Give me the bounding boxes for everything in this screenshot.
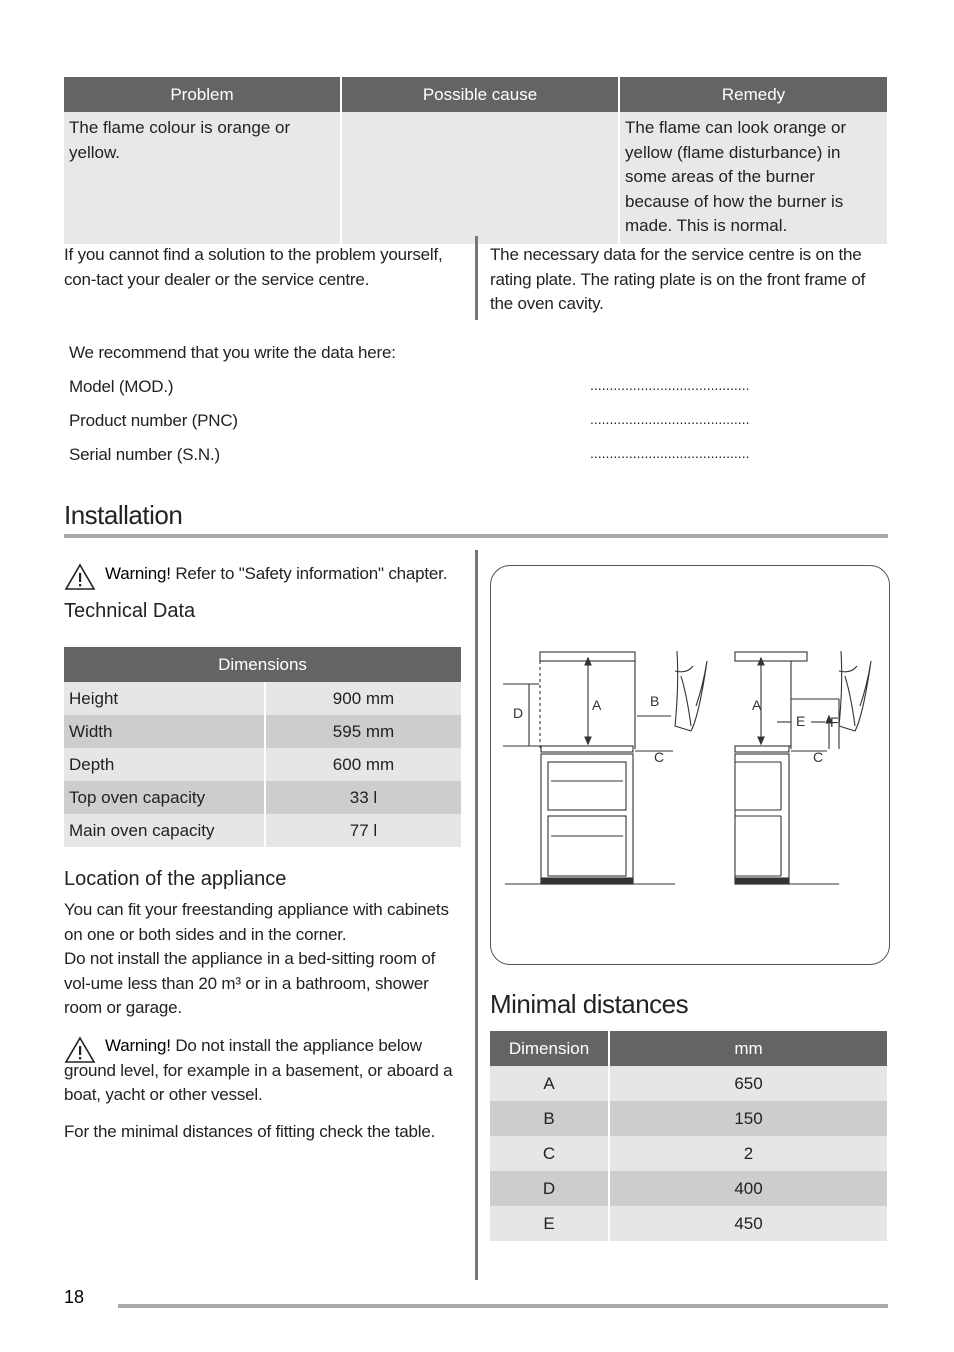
sn-dots: ......................................... (590, 445, 750, 461)
location-title: Location of the appliance (64, 868, 287, 890)
column-divider-main (475, 550, 478, 1280)
diagram-label-a: A (592, 697, 602, 713)
warning-location (64, 1034, 462, 1108)
dim-value: 33 l (265, 781, 461, 814)
remedy-cell: The flame can look orange or yellow (flame disturbance) in some areas of the burner because of how the burner is made. This is normal. (619, 112, 887, 244)
warning-label: Warning! (105, 1036, 171, 1055)
dim-cell: A (490, 1066, 609, 1101)
model-dots: ......................................... (590, 377, 750, 393)
header-dimension: Dimension (490, 1031, 609, 1066)
model-label: Model (MOD.) (69, 377, 174, 396)
dim-cell: B (490, 1101, 609, 1136)
minimal-distances-table (490, 1031, 887, 1241)
warning-label: Warning! (105, 564, 171, 583)
diagram-label-c-right: C (813, 749, 824, 765)
table-row (490, 1136, 887, 1171)
page-number: 18 (64, 1287, 85, 1307)
table-row (490, 1206, 887, 1241)
dim-label: Height (64, 682, 265, 715)
mm-cell: 150 (609, 1101, 887, 1136)
dim-value: 595 mm (265, 715, 461, 748)
table-row (64, 715, 461, 748)
header-problem: Problem (64, 77, 341, 112)
table-row (64, 112, 887, 244)
diagram-label-a-right: A (752, 697, 762, 713)
diagram-label-f: F (830, 714, 839, 730)
footer-rule (118, 1304, 888, 1308)
column-divider (475, 236, 478, 320)
dim-label: Top oven capacity (64, 781, 265, 814)
warning-text: Refer to "Safety information" chapter. (175, 564, 448, 583)
dim-cell: C (490, 1136, 609, 1171)
installation-title: Installation (64, 500, 183, 530)
dim-label: Width (64, 715, 265, 748)
pnc-label: Product number (PNC) (69, 411, 238, 430)
installation-diagram-frame (490, 565, 890, 965)
location-text-2: Do not install the appliance in a bed-sitting room of vol-ume less than 20 m³ or in a bathroom, shower room or garage. (64, 949, 436, 1017)
dim-value: 900 mm (265, 682, 461, 715)
dimensions-header: Dimensions (64, 647, 461, 682)
table-row (490, 1171, 887, 1206)
mm-cell: 2 (609, 1136, 887, 1171)
dim-value: 600 mm (265, 748, 461, 781)
table-row (64, 781, 461, 814)
mm-cell: 650 (609, 1066, 887, 1101)
dim-cell: E (490, 1206, 609, 1241)
service-left-text: If you cannot find a solution to the problem yourself, con-tact your dealer or the service centre. (64, 245, 443, 289)
service-right-text: The necessary data for the service centre is on the rating plate. The rating plate is on the front frame of the oven cavity. (490, 245, 866, 313)
warning-safety (105, 562, 465, 587)
cause-cell (341, 112, 619, 244)
closing-text: For the minimal distances of fitting check the table. (64, 1122, 436, 1141)
table-row (490, 1101, 887, 1136)
dim-cell: D (490, 1171, 609, 1206)
dim-label: Main oven capacity (64, 814, 265, 847)
minimal-distances-title: Minimal distances (490, 989, 689, 1019)
warning-icon (64, 563, 96, 591)
table-row (490, 1066, 887, 1101)
table-row (64, 748, 461, 781)
mm-cell: 450 (609, 1206, 887, 1241)
technical-data-title: Technical Data (64, 600, 196, 622)
location-text-1: You can fit your freestanding appliance with cabinets on one or both sides and in the corner. (64, 900, 449, 944)
table-row (64, 814, 461, 847)
dim-value: 77 l (265, 814, 461, 847)
mm-cell: 400 (609, 1171, 887, 1206)
problem-cell: The flame colour is orange or yellow. (64, 112, 341, 244)
diagram-label-c: C (654, 749, 665, 765)
record-intro: We recommend that you write the data here: (69, 343, 396, 362)
sn-label: Serial number (S.N.) (69, 445, 220, 464)
diagram-label-d: D (513, 705, 524, 721)
troubleshooting-table (64, 77, 887, 244)
diagram-label-e: E (796, 713, 806, 729)
pnc-dots: ......................................... (590, 411, 750, 427)
table-row (64, 682, 461, 715)
header-cause: Possible cause (341, 77, 619, 112)
installation-rule (64, 534, 888, 538)
diagram-label-b: B (650, 693, 660, 709)
header-mm: mm (609, 1031, 887, 1066)
dim-label: Depth (64, 748, 265, 781)
dimensions-table (64, 647, 461, 847)
installation-diagram (491, 566, 889, 964)
warning-text: Do not install the appliance below ground level, for example in a basement, or aboard a boat, yacht or other vessel. (64, 1036, 453, 1104)
header-remedy: Remedy (619, 77, 887, 112)
